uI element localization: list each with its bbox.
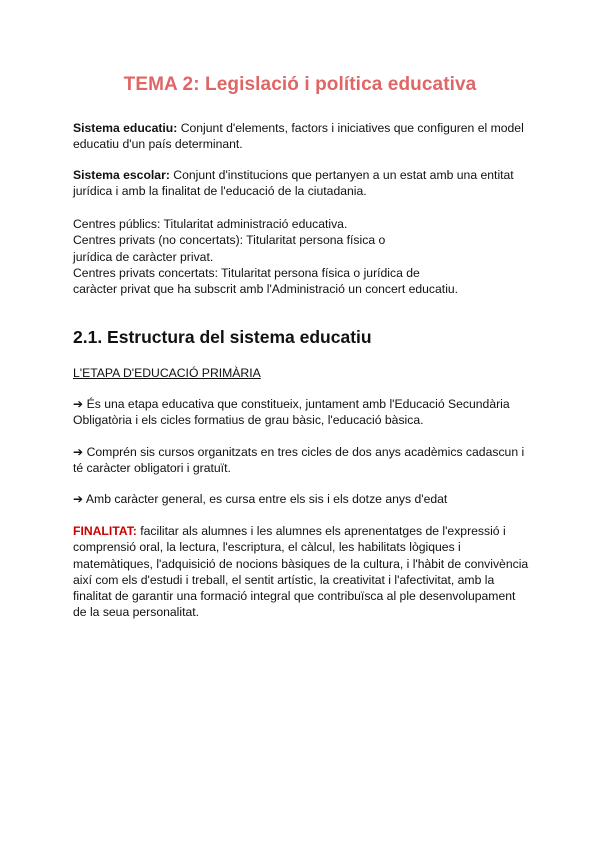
- centres-line: Centres públics: Titularitat administració educativa.: [73, 217, 348, 231]
- bullet-text: té caràcter obligatori i gratuït.: [73, 461, 231, 476]
- definition-sistema-educatiu: [73, 120, 533, 153]
- bullet-item: [73, 396, 533, 429]
- page-title: TEMA 2: Legislació i política educativa: [123, 74, 477, 95]
- definition-text: educatiu d'un país determinant.: [73, 137, 243, 152]
- definition-text: jurídica i amb la finalitat de l'educació de la ciutadania.: [73, 184, 367, 199]
- term-sistema-escolar: Sistema escolar:: [73, 168, 170, 182]
- definition-text: Conjunt d'institucions que pertanyen a un estat amb una entitat: [173, 168, 514, 182]
- finalitat-text: comprensió oral, la lectura, l'escriptura, el càlcul, les habilitats lògiques i: [73, 540, 461, 555]
- bullet-text: ➔ Comprén sis cursos organitzats en tres cicles de dos anys acadèmics cadascun i: [73, 445, 525, 459]
- centres-list: [73, 216, 533, 297]
- finalitat-text: finalitat de garantir una formació integral que contribuïsca al ple desenvolupament: [73, 589, 516, 604]
- term-sistema-educatiu: Sistema educatiu:: [73, 121, 178, 135]
- finalitat-term: FINALITAT:: [73, 524, 137, 538]
- bullet-text: ➔ Amb caràcter general, es cursa entre els sis i els dotze anys d'edat: [73, 492, 448, 506]
- finalitat-text: així com els d'estudi i treball, el sentit artístic, la creativitat i l'afectivitat, amb la: [73, 572, 495, 587]
- centres-line: jurídica de caràcter privat.: [73, 249, 214, 264]
- bullet-text: Obligatòria i els cicles formatius de grau bàsic, l'educació bàsica.: [73, 413, 424, 428]
- definition-text: Conjunt d'elements, factors i iniciatives que configuren el model: [180, 121, 524, 135]
- subheading: L'ETAPA D'EDUCACIÓ PRIMÀRIA: [73, 366, 261, 380]
- definition-sistema-escolar: [73, 167, 533, 200]
- bullet-item: [73, 491, 533, 507]
- finalitat-text: facilitar als alumnes i les alumnes els aprenentatges de l'expressió i: [140, 524, 506, 538]
- finalitat-text: de la seua personalitat.: [73, 605, 200, 620]
- section-heading: 2.1. Estructura del sistema educatiu: [73, 327, 372, 347]
- centres-line: caràcter privat que ha subscrit amb l'Administració un concert educatiu.: [73, 282, 459, 297]
- centres-line: Centres privats concertats: Titularitat persona física o jurídica de: [73, 265, 420, 280]
- finalitat-text: matemàtiques, l'adquisició de nocions bàsiques de la cultura, i l'hàbit de convivència: [73, 556, 529, 571]
- bullet-text: ➔ És una etapa educativa que constitueix, juntament amb l'Educació Secundària: [73, 397, 510, 411]
- finalitat-paragraph: [73, 523, 533, 621]
- bullet-item: [73, 444, 533, 477]
- centres-line: Centres privats (no concertats): Titularitat persona física o: [73, 233, 386, 248]
